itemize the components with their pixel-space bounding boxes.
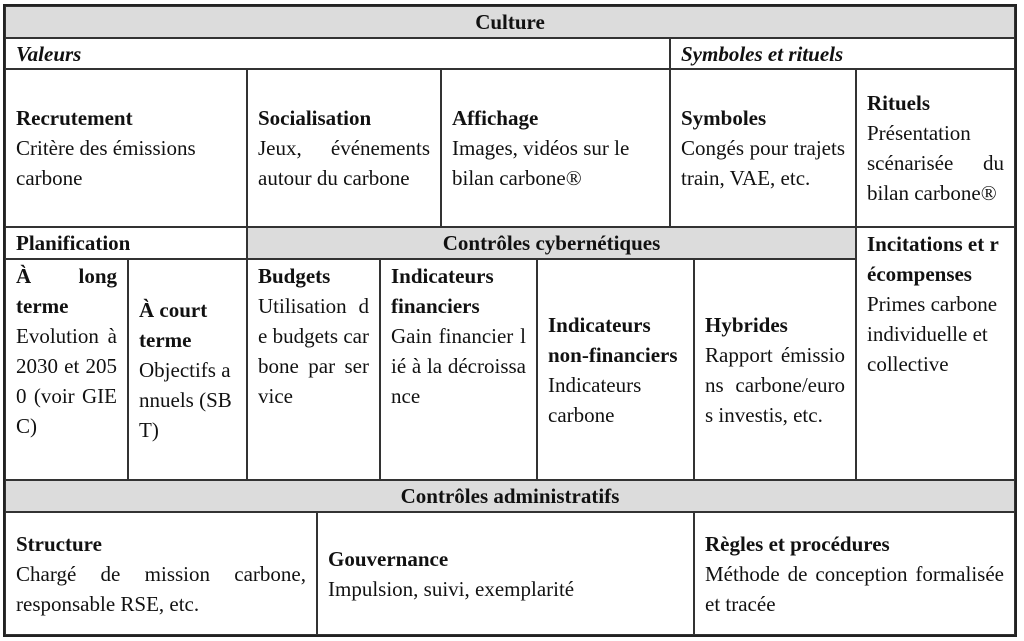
framework-table [3, 4, 1017, 637]
budgets-cell [247, 259, 380, 480]
hybrides-text: Rapport émissions carbone/euros investis, etc. [705, 342, 845, 427]
budgets-title: Budgets [258, 264, 331, 288]
regles-text: Méthode de conception formalisée et tracée [705, 561, 1004, 616]
hybrides-title: Hybrides [705, 312, 788, 337]
socialisation-text: Jeux, événements autour du carbone [258, 136, 430, 190]
planification-header [5, 227, 247, 259]
rituels-text: Présentation scénarisée du bilan carbone® [867, 121, 1004, 205]
recrutement-text: Critère des émissions carbone [16, 136, 196, 190]
court-terme-cell [128, 259, 247, 480]
incitations-cell [856, 227, 1015, 480]
structure-text: Chargé de mission carbone, responsable RSE, etc. [16, 561, 306, 616]
regles-title: Règles et procédures [705, 531, 890, 556]
indicateurs-financiers-title: Indicateurs financiers [391, 264, 494, 318]
structure-title: Structure [16, 531, 102, 556]
long-terme-title: À long terme [16, 264, 117, 318]
indicateurs-financiers-cell [380, 259, 537, 480]
hybrides-cell [694, 259, 856, 480]
affichage-cell [441, 69, 670, 227]
socialisation-cell [247, 69, 441, 227]
valeurs-header [5, 38, 670, 69]
rituels-title: Rituels [867, 91, 930, 115]
socialisation-title: Socialisation [258, 106, 372, 130]
regles-cell [694, 512, 1015, 635]
court-terme-text: Objectifs annuels (SBT) [139, 357, 232, 442]
symboles-text: Congés pour trajets train, VAE, etc. [681, 136, 845, 190]
structure-cell [5, 512, 317, 635]
indicateurs-financiers-text: Gain financier lié à la décroissance [391, 324, 526, 408]
gouvernance-title: Gouvernance [328, 546, 449, 571]
gouvernance-text: Impulsion, suivi, exemplarité [328, 576, 575, 601]
long-terme-cell [5, 259, 128, 480]
long-terme-text: Evolution à 2030 et 2050 (voir GIEC) [16, 324, 117, 438]
culture-header [5, 6, 1015, 38]
incitations-title: Incitations et récompenses [867, 232, 999, 286]
administratifs-header [5, 480, 1015, 512]
indicateurs-non-financiers-title: Indicateurs non-financiers [548, 312, 678, 367]
symboles-rituels-header [670, 38, 1015, 69]
cybernetiques-title: Contrôles cybernétiques [442, 231, 661, 255]
incitations-text: Primes carbone individuelle et collective [867, 292, 998, 376]
recrutement-cell [5, 69, 247, 227]
affichage-title: Affichage [452, 106, 539, 130]
rituels-cell [856, 69, 1015, 227]
planification-title: Planification [16, 231, 131, 255]
indicateurs-non-financiers-cell [537, 259, 694, 480]
budgets-text: Utilisation de budgets carbone par service [258, 294, 369, 408]
symboles-rituels-label: Symboles et rituels [681, 41, 844, 66]
gouvernance-cell [317, 512, 694, 635]
symboles-cell [670, 69, 856, 227]
court-terme-title: À court terme [139, 297, 208, 352]
symboles-title: Symboles [681, 106, 767, 130]
recrutement-title: Recrutement [16, 106, 133, 130]
valeurs-label: Valeurs [16, 41, 82, 66]
affichage-text: Images, vidéos sur le bilan carbone® [452, 136, 630, 190]
cybernetiques-header [247, 227, 856, 259]
culture-title: Culture [475, 10, 545, 34]
administratifs-title: Contrôles administratifs [400, 484, 620, 508]
indicateurs-non-financiers-text: Indicateurs carbone [548, 372, 642, 427]
